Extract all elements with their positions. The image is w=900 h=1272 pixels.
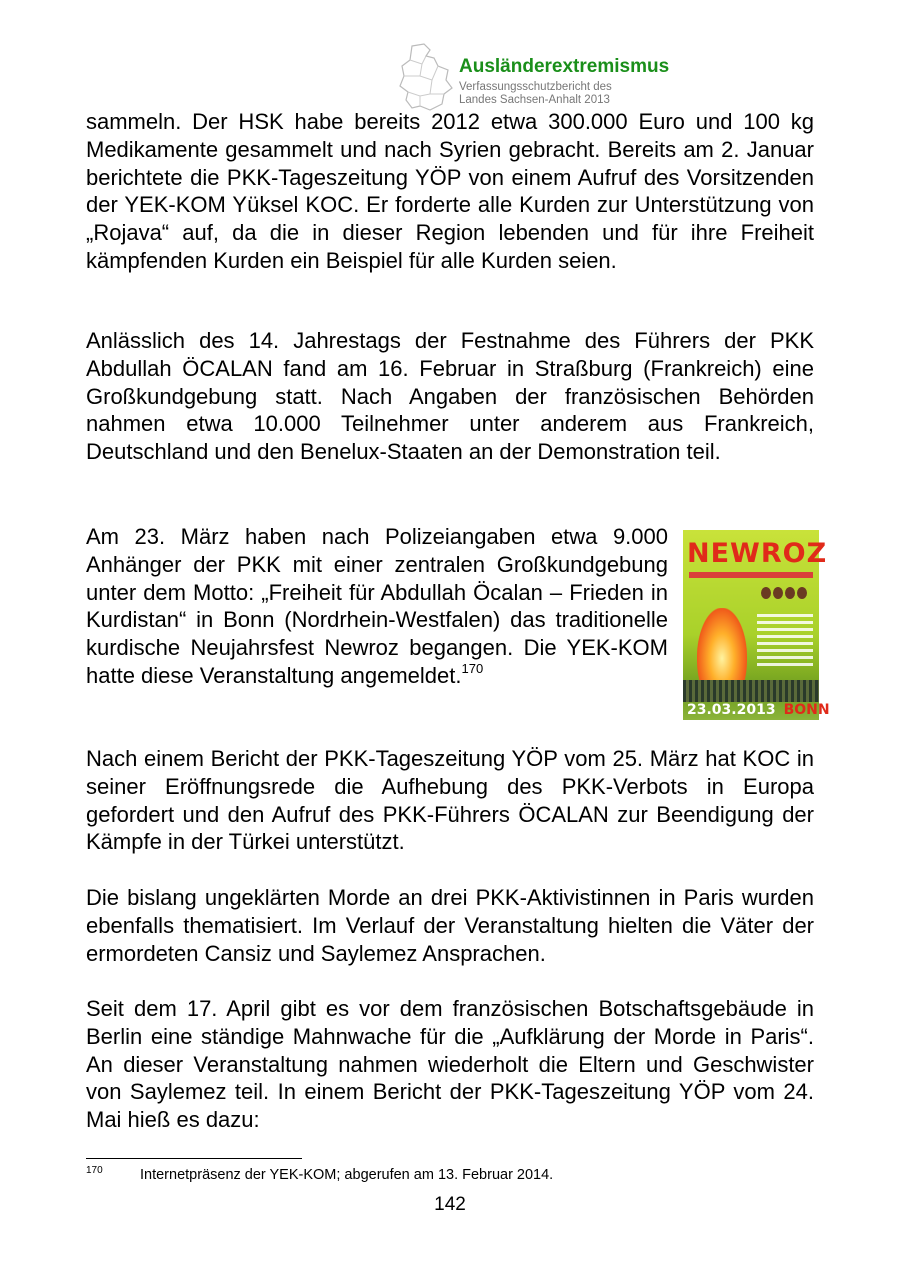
header-title: Ausländerextremismus bbox=[459, 56, 670, 77]
footnote-number: 170 bbox=[86, 1165, 103, 1176]
poster-title: NEWROZ bbox=[687, 538, 828, 569]
page-header bbox=[398, 42, 818, 112]
header-subtitle-line2: Landes Sachsen-Anhalt 2013 bbox=[459, 94, 610, 106]
poster-banner bbox=[689, 572, 813, 578]
page-number: 142 bbox=[434, 1194, 466, 1215]
fire-icon bbox=[697, 608, 747, 680]
paragraph-5: Die bislang ungeklärten Morde an drei PKK-Aktivistinnen in Paris wurden ebenfalls thematisiert. Im Verlauf der Veranstaltung hielten die Väter der ermordeten Cansiz und Saylemez Ansprachen. bbox=[86, 885, 814, 966]
poster-speaker-list bbox=[757, 614, 813, 670]
footnote-divider bbox=[86, 1158, 302, 1159]
poster-crowd bbox=[683, 680, 819, 702]
paragraph-4: Nach einem Bericht der PKK-Tageszeitung YÖP vom 25. März hat KOC in seiner Eröffnungsrede die Aufhebung des PKK-Verbots in Europa gefordert und den Aufruf des PKK-Führers ÖCALAN zur Beendigung der Kämpfe in der Türkei unterstützt. bbox=[86, 746, 814, 855]
footnote-text: Internetpräsenz der YEK-KOM; abgerufen am 13. Februar 2014. bbox=[140, 1167, 554, 1183]
paragraph-2: Anlässlich des 14. Jahrestags der Festnahme des Führers der PKK Abdullah ÖCALAN fand am 16. Februar in Straßburg (Frankreich) eine Großkundgebung statt. Nach Angaben der französischen Behörden nahmen etwa 10.000 Teilnehmer unter anderem aus Frankreich, Deutschland und den Benelux-Staaten an der Demonstration teil. bbox=[86, 328, 814, 465]
newroz-poster-image bbox=[683, 530, 830, 720]
footnote-ref[interactable]: 170 bbox=[461, 660, 484, 676]
header-subtitle-line1: Verfassungsschutzbericht des bbox=[459, 81, 612, 93]
paragraph-1: sammeln. Der HSK habe bereits 2012 etwa 300.000 Euro und 100 kg Medikamente gesammelt und nach Syrien gebracht. Bereits am 2. Januar berichtete die PKK-Tageszeitung YÖP von einem Aufruf des Vorsitzenden der YEK-KOM Yüksel KOC. Er forderte alle Kurden zur Unterstützung von „Rojava“ auf, da die in dieser Region lebenden und für ihre Freiheit kämpfenden Kurden ein Beispiel für alle Kurden seien. bbox=[86, 109, 814, 273]
saxony-anhalt-map-icon bbox=[398, 42, 454, 112]
poster-portraits bbox=[761, 586, 813, 608]
paragraph-6: Seit dem 17. April gibt es vor dem französischen Botschaftsgebäude in Berlin eine ständige Mahnwache für die „Aufklärung der Morde in Paris“. An dieser Veranstaltung nahmen wiederholt die Eltern und Geschwister von Saylemez teil. In einem Bericht der PKK-Tageszeitung YÖP vom 24. Mai hieß es dazu: bbox=[86, 996, 814, 1133]
paragraph-3-text: Am 23. März haben nach Polizeiangaben etwa 9.000 Anhänger der PKK mit einer zentralen Großkundgebung unter dem Motto: „Freiheit für Abdullah Öcalan – Frieden in Kurdistan“ in Bonn (Nordrhein-Westfalen) das traditionelle kurdische Neujahrsfest Newroz begangen. Die YEK-KOM hatte diese Veranstaltung angemeldet. bbox=[86, 524, 668, 688]
poster-date: 23.03.2013 BONN bbox=[687, 702, 830, 718]
paragraph-3 bbox=[86, 523, 668, 690]
